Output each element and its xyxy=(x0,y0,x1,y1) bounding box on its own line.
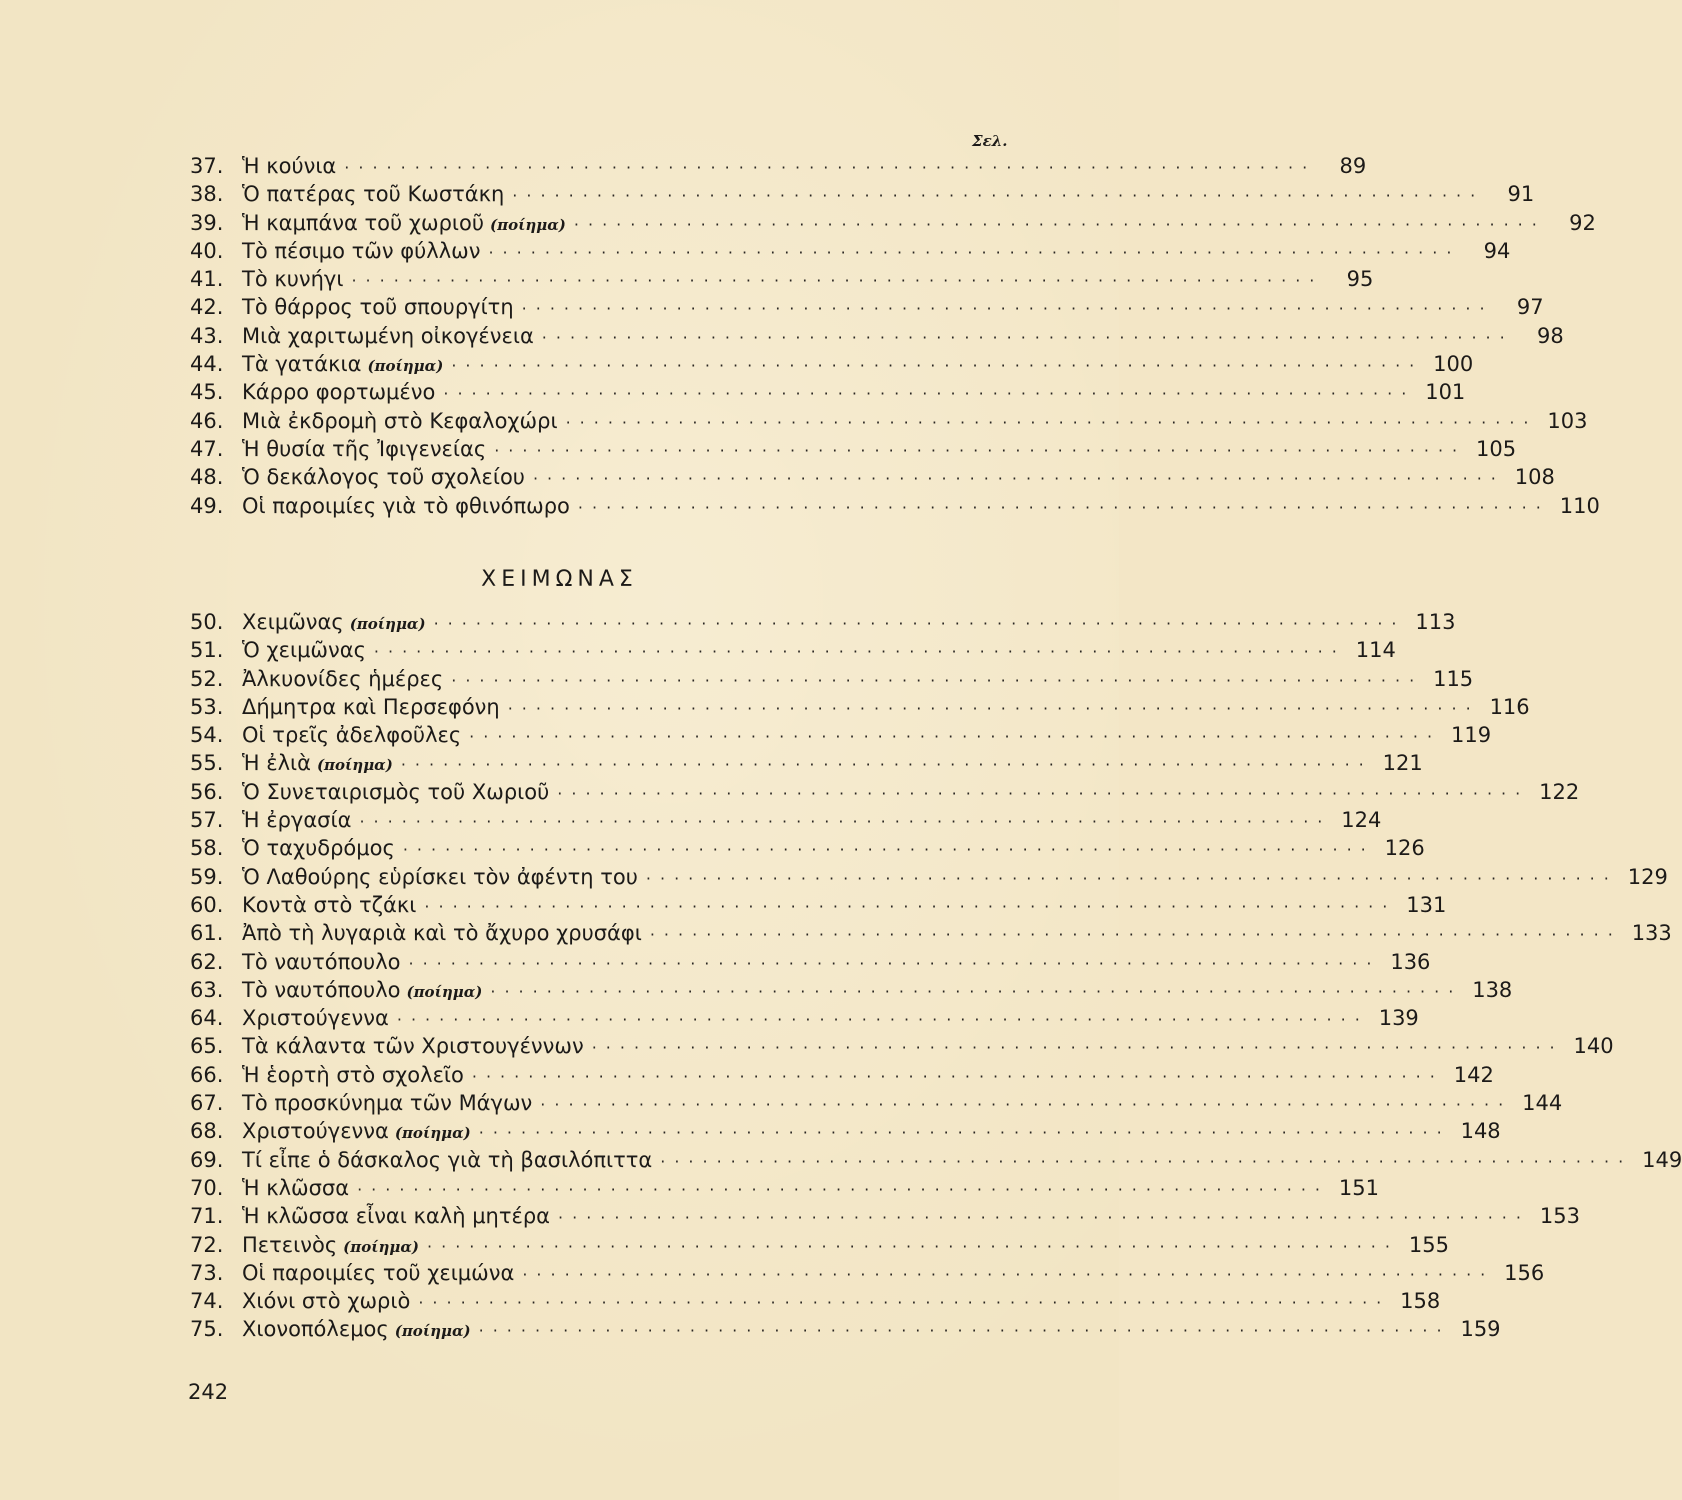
entry-title: Οἱ παροιμίες γιὰ τὸ φθινόπωρο xyxy=(242,493,570,518)
entry-title: Ἡ θυσία τῆς Ἰφιγενείας xyxy=(242,436,487,461)
entry-page: 103 xyxy=(1547,408,1588,433)
entry-note: (ποίημα) xyxy=(343,1237,420,1256)
entry-page: 148 xyxy=(1460,1119,1501,1144)
toc-entry xyxy=(190,721,1492,749)
entry-number: 56. xyxy=(190,779,224,804)
entry-number: 46. xyxy=(190,408,224,433)
toc-entry xyxy=(190,1032,1614,1060)
entry-number: 73. xyxy=(190,1260,224,1285)
entry-page: 156 xyxy=(1504,1260,1545,1285)
entry-number: 65. xyxy=(190,1034,224,1059)
entry-number: 39. xyxy=(190,210,224,235)
entry-note: (ποίημα) xyxy=(316,756,393,775)
entry-title: Τὸ ναυτόπουλο xyxy=(242,949,401,974)
entry-title: Τὰ γατάκια xyxy=(242,352,362,377)
entry-number: 55. xyxy=(190,751,224,776)
toc-entry xyxy=(190,665,1474,693)
dot-leader: ····································································· xyxy=(557,783,1530,803)
entry-page: 101 xyxy=(1425,380,1466,405)
entry-page: 126 xyxy=(1384,836,1425,861)
entry-number: 49. xyxy=(190,493,224,518)
dot-leader: ····································································· xyxy=(512,186,1485,206)
toc-entry xyxy=(190,1287,1441,1315)
entry-page: 136 xyxy=(1390,949,1431,974)
entry-page: 116 xyxy=(1489,694,1530,719)
entry-title: Χριστούγεννα xyxy=(242,1006,389,1031)
entry-page: 124 xyxy=(1341,808,1382,833)
dot-leader: ····································································· xyxy=(558,1208,1530,1228)
toc-entry xyxy=(190,693,1530,721)
entry-note: (ποίημα) xyxy=(394,1124,471,1143)
entry-title: Ὁ δεκάλογος τοῦ σχολείου xyxy=(242,465,525,490)
entry-title: Μιὰ χαριτωμένη οἰκογένεια xyxy=(242,323,534,348)
dot-leader: ····································································· xyxy=(591,1038,1564,1058)
dot-leader: ····································································· xyxy=(660,1151,1633,1171)
dot-leader: ····································································· xyxy=(488,242,1461,262)
entry-title: Κοντὰ στὸ τζάκι xyxy=(242,892,417,917)
dot-leader: ····································································· xyxy=(478,1321,1451,1341)
dot-leader: ····································································· xyxy=(351,271,1324,291)
toc-entry xyxy=(190,834,1425,862)
entry-title: Οἱ τρεῖς ἀδελφοῦλες xyxy=(242,723,462,748)
entry-page: 100 xyxy=(1433,352,1474,377)
entry-title: Τὰ κάλαντα τῶν Χριστουγέννων xyxy=(242,1034,584,1059)
toc-entry xyxy=(190,919,1672,947)
entry-note: (ποίημα) xyxy=(349,615,426,633)
toc-entry xyxy=(190,1231,1449,1259)
entry-title: Τὸ κυνήγι xyxy=(242,267,344,292)
entry-page: 108 xyxy=(1514,465,1555,490)
entry-title: Τὸ ναυτόπουλο xyxy=(242,977,401,1002)
entry-page: 97 xyxy=(1516,295,1544,320)
toc-entry xyxy=(190,180,1535,208)
toc-entry xyxy=(190,749,1423,777)
dot-leader: ····································································· xyxy=(396,1010,1369,1030)
dot-leader: ····································································· xyxy=(645,868,1618,888)
dot-leader: ····································································· xyxy=(344,158,1317,177)
dot-leader: ····································································· xyxy=(400,755,1373,775)
toc-entry xyxy=(190,209,1596,237)
entry-title: Τί εἶπε ὁ δάσκαλος γιὰ τὴ βασιλόπιττα xyxy=(242,1147,653,1172)
dot-leader: ····································································· xyxy=(540,1095,1513,1115)
entry-title: Δήμητρα καὶ Περσεφόνη xyxy=(242,694,500,719)
entry-number: 72. xyxy=(190,1232,224,1257)
toc-entry xyxy=(190,378,1466,406)
dot-leader: ····································································· xyxy=(577,497,1550,517)
entry-number: 60. xyxy=(190,892,224,917)
entry-number: 47. xyxy=(190,436,224,461)
entry-number: 40. xyxy=(190,238,224,263)
entry-page: 131 xyxy=(1406,892,1447,917)
entry-number: 74. xyxy=(190,1289,224,1314)
entry-page: 129 xyxy=(1627,864,1668,889)
entry-title: Οἱ παροιμίες τοῦ χειμώνα xyxy=(242,1260,515,1285)
dot-leader: ····································································· xyxy=(521,299,1494,319)
toc-entry xyxy=(190,407,1588,435)
toc-entry xyxy=(190,152,1367,180)
page-number: 242 xyxy=(188,1380,229,1404)
dot-leader: ····································································· xyxy=(408,953,1381,973)
toc-entry xyxy=(190,435,1517,463)
entry-note: (ποίημα) xyxy=(490,215,566,234)
entry-number: 37. xyxy=(190,154,224,178)
toc-entry xyxy=(190,1315,1501,1343)
dot-leader: ····································································· xyxy=(357,1179,1330,1199)
entry-title: Τὸ πέσιμο τῶν φύλλων xyxy=(242,238,481,263)
entry-title: Ἡ καμπάνα τοῦ χωριοῦ xyxy=(242,210,485,235)
entry-number: 42. xyxy=(190,295,224,320)
entry-number: 70. xyxy=(190,1175,224,1200)
toc-entry xyxy=(190,265,1374,293)
entry-number: 54. xyxy=(190,723,224,748)
toc-entry xyxy=(190,293,1544,321)
entry-title: Ἡ ἑορτὴ στὸ σχολεῖο xyxy=(242,1062,464,1087)
toc-entry xyxy=(190,463,1555,491)
toc-entry xyxy=(190,636,1396,664)
entry-page: 113 xyxy=(1415,610,1456,634)
entry-page: 91 xyxy=(1507,182,1535,207)
entry-page: 144 xyxy=(1522,1091,1563,1116)
toc-entry xyxy=(190,237,1511,265)
entry-page: 95 xyxy=(1346,267,1374,292)
entry-title: Κάρρο φορτωμένο xyxy=(242,380,436,405)
entry-page: 133 xyxy=(1631,921,1672,946)
entry-title: Ἡ κούνια xyxy=(242,154,337,178)
entry-number: 50. xyxy=(190,610,224,634)
toc-entry xyxy=(190,948,1431,976)
entry-page: 138 xyxy=(1472,977,1513,1002)
entry-number: 63. xyxy=(190,977,224,1002)
entry-page: 153 xyxy=(1539,1204,1580,1229)
entry-number: 69. xyxy=(190,1147,224,1172)
entry-page: 94 xyxy=(1483,238,1511,263)
dot-leader: ····································································· xyxy=(478,1123,1451,1143)
entry-number: 58. xyxy=(190,836,224,861)
entry-title: Ὁ πατέρας τοῦ Κωστάκη xyxy=(242,182,505,207)
entry-note: (ποίημα) xyxy=(367,357,444,376)
entry-number: 64. xyxy=(190,1006,224,1031)
entry-title: Ὁ ταχυδρόμος xyxy=(242,836,395,861)
entry-number: 53. xyxy=(190,694,224,719)
entry-page: 114 xyxy=(1355,638,1396,663)
entry-title: Ἀπὸ τὴ λυγαριὰ καὶ τὸ ἄχυρο χρυσάφι xyxy=(242,921,642,946)
entry-title: Χριστούγεννα xyxy=(242,1119,389,1144)
entry-page: 89 xyxy=(1339,154,1367,178)
toc-entry xyxy=(190,891,1447,919)
entry-title: Χιονοπόλεμος xyxy=(242,1317,389,1342)
entry-number: 61. xyxy=(190,921,224,946)
entry-number: 67. xyxy=(190,1091,224,1116)
toc-entry xyxy=(190,322,1564,350)
entry-title: Τὸ προσκύνημα τῶν Μάγων xyxy=(242,1091,533,1116)
entry-page: 121 xyxy=(1382,751,1423,776)
entry-page: 155 xyxy=(1408,1232,1449,1257)
entry-page: 140 xyxy=(1573,1034,1614,1059)
entry-number: 38. xyxy=(190,182,224,207)
toc-entry xyxy=(190,608,1456,636)
entry-page: 119 xyxy=(1451,723,1492,748)
entry-page: 158 xyxy=(1400,1289,1441,1314)
entry-page: 122 xyxy=(1539,779,1580,804)
entry-page: 105 xyxy=(1476,436,1517,461)
dot-leader: ····································································· xyxy=(451,356,1424,376)
entry-number: 41. xyxy=(190,267,224,292)
entry-page: 151 xyxy=(1338,1175,1380,1200)
entry-title: Τὸ θάρρος τοῦ σπουργίτη xyxy=(242,295,514,320)
toc-entry xyxy=(190,1117,1501,1145)
entry-title: Χειμῶνας xyxy=(242,610,344,634)
dot-leader: ····································································· xyxy=(494,440,1467,460)
entry-title: Ὁ χειμῶνας xyxy=(242,638,366,663)
entry-title: Μιὰ ἐκδρομὴ στὸ Κεφαλοχώρι xyxy=(242,408,558,433)
toc-entry xyxy=(190,976,1513,1004)
entry-page: 92 xyxy=(1569,210,1596,235)
entry-title: Ἡ κλῶσσα xyxy=(242,1175,350,1200)
entry-page: 139 xyxy=(1378,1006,1419,1031)
toc-entry xyxy=(190,350,1474,378)
entry-number: 62. xyxy=(190,949,224,974)
entry-page: 110 xyxy=(1559,493,1600,518)
entry-note: (ποίημα) xyxy=(394,1322,471,1341)
toc-entry xyxy=(190,1202,1580,1230)
dot-leader: ····································································· xyxy=(541,327,1514,347)
entry-page: 159 xyxy=(1460,1317,1501,1342)
toc-entry xyxy=(190,778,1580,806)
entry-number: 51. xyxy=(190,638,224,663)
entry-number: 43. xyxy=(190,323,224,348)
dot-leader: ····································································· xyxy=(427,1236,1399,1256)
dot-leader: ····································································· xyxy=(359,812,1332,832)
dot-leader: ····································································· xyxy=(532,469,1505,489)
section-heading: ΧΕΙΜΩΝΑΣ xyxy=(481,567,638,592)
entry-number: 68. xyxy=(190,1119,224,1144)
dot-leader: ····································································· xyxy=(451,670,1424,690)
entry-number: 45. xyxy=(190,380,224,405)
dot-leader: ····································································· xyxy=(522,1264,1495,1284)
toc-entry xyxy=(190,492,1600,520)
entry-page: 115 xyxy=(1433,666,1474,691)
entry-number: 71. xyxy=(190,1204,224,1229)
dot-leader: ····································································· xyxy=(507,698,1480,718)
dot-leader: ····································································· xyxy=(424,896,1397,916)
dot-leader: ····································································· xyxy=(433,614,1406,633)
entry-number: 66. xyxy=(190,1062,224,1087)
dot-leader: ····································································· xyxy=(565,412,1538,432)
entry-note: (ποίημα) xyxy=(406,982,483,1001)
page-column-label: Σελ. xyxy=(972,132,1008,150)
entry-title: Ἀλκυονίδες ἡμέρες xyxy=(242,666,444,691)
toc-entry xyxy=(190,863,1668,891)
entry-number: 75. xyxy=(190,1317,224,1342)
entry-page: 142 xyxy=(1453,1062,1494,1087)
entry-number: 48. xyxy=(190,465,224,490)
toc-entry xyxy=(190,1004,1419,1032)
entry-title: Πετεινὸς xyxy=(242,1232,338,1257)
entry-number: 52. xyxy=(190,666,224,691)
dot-leader: ····································································· xyxy=(469,727,1442,747)
toc-entry xyxy=(190,806,1382,834)
entry-number: 57. xyxy=(190,808,224,833)
entry-title: Ὁ Λαθούρης εὑρίσκει τὸν ἀφέντη του xyxy=(242,864,638,889)
toc-entry xyxy=(190,1146,1682,1174)
dot-leader: ····································································· xyxy=(649,925,1622,945)
entry-page: 149 xyxy=(1642,1147,1682,1172)
dot-leader: ····································································· xyxy=(418,1293,1391,1313)
entry-title: Ὁ Συνεταιρισμὸς τοῦ Χωριοῦ xyxy=(242,779,550,804)
entry-title: Ἡ ἐργασία xyxy=(242,808,352,833)
toc-entry xyxy=(190,1174,1380,1202)
entry-number: 44. xyxy=(190,352,224,377)
toc-list-winter xyxy=(190,608,1682,1344)
toc-entry xyxy=(190,1061,1494,1089)
entry-number: 59. xyxy=(190,864,224,889)
toc-entry xyxy=(190,1259,1545,1287)
dot-leader: ····································································· xyxy=(573,214,1546,234)
dot-leader: ····································································· xyxy=(490,981,1463,1001)
toc-list-autumn xyxy=(190,152,1600,520)
entry-title: Χιόνι στὸ χωριὸ xyxy=(242,1289,411,1314)
dot-leader: ····································································· xyxy=(402,840,1375,860)
dot-leader: ····································································· xyxy=(373,642,1346,662)
dot-leader: ····································································· xyxy=(471,1066,1444,1086)
entry-title: Ἡ κλῶσσα εἶναι καλὴ μητέρα xyxy=(242,1204,551,1229)
toc-entry xyxy=(190,1089,1563,1117)
dot-leader: ····································································· xyxy=(443,384,1416,404)
entry-page: 98 xyxy=(1537,323,1564,348)
entry-title: Ἡ ἐλιὰ xyxy=(242,751,311,776)
